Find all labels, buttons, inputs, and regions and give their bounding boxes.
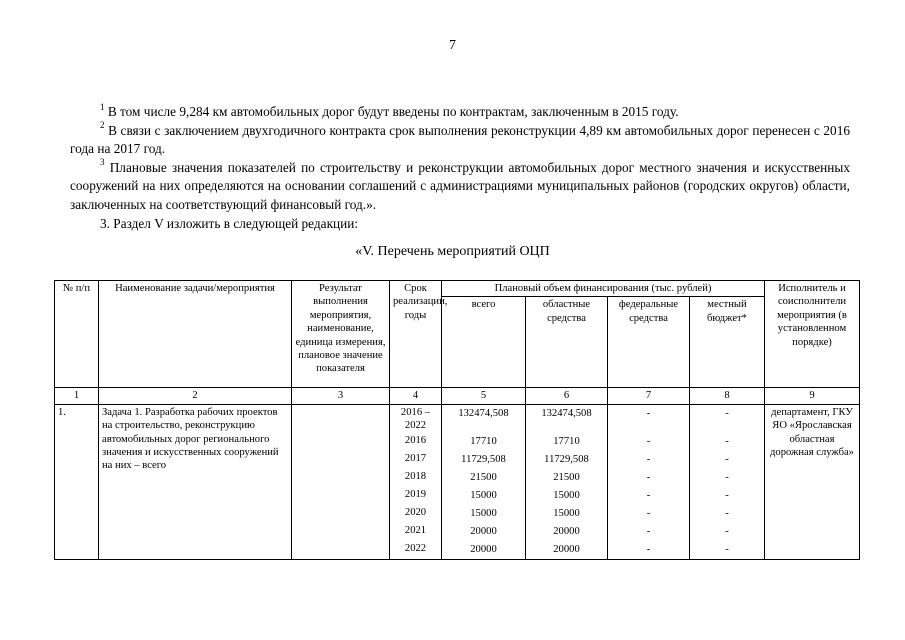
column-number: 5 <box>442 388 526 404</box>
column-number: 2 <box>99 388 292 404</box>
header-executor: Исполнитель и соисполнители мероприятия (в установленном порядке) <box>765 281 860 388</box>
column-number: 1 <box>55 388 99 404</box>
year-value: 2016 – 2022 <box>400 406 431 431</box>
footnote-text: В связи с заключением двухгодичного контракта срок выполнения реконструкции 4,89 км автомобильных дорог перенесен с 2016 года на 2017 год. <box>70 122 851 157</box>
year-value: 2017 <box>404 452 427 464</box>
footnote-2 <box>70 122 850 159</box>
total-cell <box>442 404 526 559</box>
total-value: 15000 <box>470 489 497 501</box>
total-value: 15000 <box>470 507 497 519</box>
regional-value: 17710 <box>553 435 580 447</box>
federal-value: - <box>646 435 651 447</box>
footnote-text: В том числе 9,284 км автомобильных дорог будут введены по контрактам, заключенным в 2015 году. <box>107 104 679 119</box>
section-heading: «V. Перечень мероприятий ОЦП <box>355 244 550 259</box>
local-value: - <box>725 471 729 483</box>
header-federal: федеральные средства <box>608 297 690 388</box>
federal-value: - <box>646 407 651 419</box>
table-header-row <box>55 281 860 297</box>
column-number: 8 <box>690 388 765 404</box>
row-result <box>292 404 390 559</box>
header-local: местный бюджет* <box>690 297 765 388</box>
regional-value: 11729,508 <box>544 453 589 465</box>
column-number: 7 <box>608 388 690 404</box>
regional-value: 15000 <box>553 489 580 501</box>
header-regional: областные средства <box>526 297 608 388</box>
measures-table <box>54 280 860 560</box>
header-funding: Плановый объем финансирования (тыс. рублей) <box>442 281 765 297</box>
header-total: всего <box>442 297 526 388</box>
column-number: 4 <box>390 388 442 404</box>
federal-value: - <box>646 471 651 483</box>
footnote-mark: 1 <box>100 101 105 112</box>
year-value: 2019 <box>404 488 427 500</box>
local-value: - <box>725 525 729 537</box>
row-name: Задача 1. Разработка рабочих проектов на строительство, реконструкцию автомобильных дорог регионального значения и искусственных сооружений на них – всего <box>99 404 292 559</box>
local-value: - <box>725 489 729 501</box>
total-value: 20000 <box>470 543 497 555</box>
page-number: 7 <box>449 38 456 53</box>
column-number: 6 <box>526 388 608 404</box>
year-value: 2021 <box>404 524 427 536</box>
column-number: 9 <box>765 388 860 404</box>
regional-value: 20000 <box>553 543 580 555</box>
federal-cell <box>608 404 690 559</box>
total-value: 21500 <box>470 471 497 483</box>
footnote-mark: 2 <box>100 120 105 131</box>
year-value: 2018 <box>404 470 427 482</box>
local-value: - <box>725 453 729 465</box>
footnote-text: Плановые значения показателей по строительству и реконструкции автомобильных дорог местного значения и искусственных сооружений на них определяются на основании соглашений с администрациями муниципальных районов (городских округов) области, заключенных на соответствующий финансовый год.». <box>70 159 850 212</box>
local-value: - <box>725 507 729 519</box>
footnote-1 <box>70 103 850 122</box>
regional-value: 15000 <box>553 507 580 519</box>
regional-value: 132474,508 <box>541 407 592 419</box>
header-name: Наименование задачи/мероприятия <box>99 281 292 388</box>
instruction-text: 3. Раздел V изложить в следующей редакции: <box>100 215 359 231</box>
federal-value: - <box>646 453 651 465</box>
year-value: 2022 <box>404 542 427 554</box>
footnote-3 <box>70 159 850 215</box>
local-value: - <box>725 543 729 555</box>
federal-value: - <box>646 525 651 537</box>
header-term: Срок реализации, годы <box>390 281 442 388</box>
column-number-row <box>55 388 860 404</box>
row-number: 1. <box>55 404 99 559</box>
footnote-mark: 3 <box>100 157 105 168</box>
federal-value: - <box>646 543 651 555</box>
regional-value: 20000 <box>553 525 580 537</box>
years-cell <box>390 404 442 559</box>
total-value: 132474,508 <box>458 407 509 419</box>
local-value: - <box>725 435 729 447</box>
federal-value: - <box>646 507 651 519</box>
local-value: - <box>725 407 729 419</box>
header-num: № п/п <box>55 281 99 388</box>
total-value: 11729,508 <box>461 453 506 465</box>
regional-cell <box>526 404 608 559</box>
table-row <box>55 404 860 559</box>
regional-value: 21500 <box>553 471 580 483</box>
federal-value: - <box>646 489 651 501</box>
footnotes <box>70 103 850 233</box>
total-value: 17710 <box>470 435 497 447</box>
local-cell <box>690 404 765 559</box>
header-result: Результат выполнения мероприятия, наименование, единица измерения, плановое значение показателя <box>292 281 390 388</box>
year-value: 2016 <box>404 434 427 446</box>
total-value: 20000 <box>470 525 497 537</box>
row-executor: департамент, ГКУ ЯО «Ярославская областная дорожная служба» <box>765 404 860 559</box>
column-number: 3 <box>292 388 390 404</box>
year-value: 2020 <box>404 506 427 518</box>
